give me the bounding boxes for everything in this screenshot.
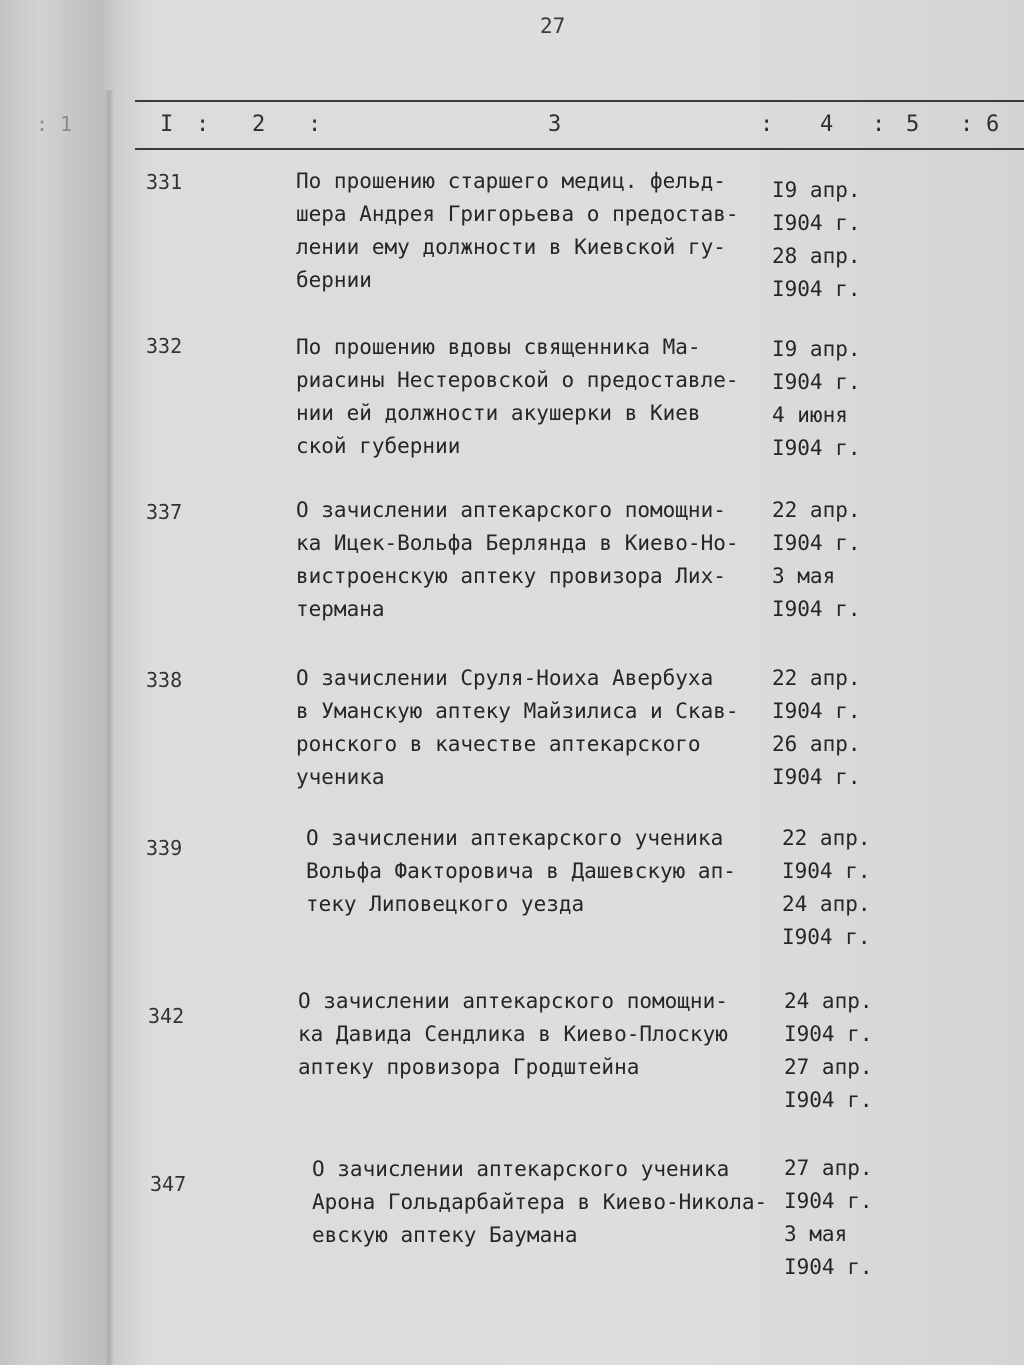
date-line: I904 г. (772, 211, 861, 235)
description-line: Вольфа Факторовича в Дашевскую ап- (306, 859, 736, 883)
date-line: I904 г. (772, 436, 861, 460)
book-gutter (104, 90, 114, 1365)
date-line: I904 г. (772, 277, 861, 301)
date-line: I9 апр. (772, 337, 861, 361)
entry-dates (772, 494, 882, 626)
entry-description (306, 822, 786, 921)
description-line: ронского в качестве аптекарского (296, 732, 701, 756)
date-line: I904 г. (772, 765, 861, 789)
date-line: 4 июня (772, 403, 848, 427)
entry-number: 339 (146, 836, 183, 860)
entry-dates (784, 985, 894, 1117)
column-separator: : (196, 112, 210, 137)
description-line: нии ей должности акушерки в Киев (296, 401, 701, 425)
column-separator: : (760, 112, 774, 137)
description-line: шера Андрея Григорьева о предостав- (296, 202, 739, 226)
date-line: I904 г. (772, 531, 861, 555)
description-line: ка Ицек-Вольфа Берлянда в Киево-Но- (296, 531, 739, 555)
entry-description (298, 985, 778, 1084)
description-line: ка Давида Сендлика в Киево-Плоскую (298, 1022, 728, 1046)
description-line: Арона Гольдарбайтера в Киево-Никола- (312, 1190, 768, 1214)
column-separator: : (308, 112, 322, 137)
description-line: риасины Нестеровской о предоставле- (296, 368, 739, 392)
description-line: термана (296, 597, 385, 621)
description-line: аптеку провизора Гродштейна (298, 1055, 640, 1079)
description-line: лении ему должности в Киевской гу- (296, 235, 726, 259)
date-line: 22 апр. (772, 498, 861, 522)
date-line: 26 апр. (772, 732, 861, 756)
header-rule-bottom (135, 148, 1024, 150)
description-line: евскую аптеку Баумана (312, 1223, 578, 1247)
description-line: О зачислении аптекарского ученика (306, 826, 724, 850)
description-line: О зачислении аптекарского ученика (312, 1157, 730, 1181)
description-line: вистроенскую аптеку провизора Лих- (296, 564, 726, 588)
date-line: I9 апр. (772, 178, 861, 202)
description-line: теку Липовецкого уезда (306, 892, 585, 916)
description-line: По прошению старшего медиц. фельд- (296, 169, 726, 193)
column-separator: : (960, 112, 974, 137)
entry-dates (772, 662, 882, 794)
date-line: 27 апр. (784, 1055, 873, 1079)
column-header-6: 6 (986, 112, 1000, 137)
date-line: I904 г. (772, 699, 861, 723)
date-line: I904 г. (784, 1189, 873, 1213)
date-line: I904 г. (784, 1022, 873, 1046)
description-line: в Уманскую аптеку Майзилиса и Скав- (296, 699, 739, 723)
entry-dates (772, 333, 882, 465)
entry-number: 332 (146, 334, 183, 358)
description-line: О зачислении аптекарского помощни- (298, 989, 728, 1013)
column-separator: : (872, 112, 886, 137)
description-line: По прошению вдовы священника Ма- (296, 335, 701, 359)
entry-description (296, 165, 776, 297)
date-line: I904 г. (772, 370, 861, 394)
column-header-5: 5 (906, 112, 920, 137)
entry-description (296, 494, 776, 626)
column-header-4: 4 (820, 112, 834, 137)
date-line: I904 г. (784, 1088, 873, 1112)
entry-dates (772, 174, 882, 306)
column-header-2: 2 (252, 112, 266, 137)
entry-number: 338 (146, 668, 183, 692)
date-line: 22 апр. (782, 826, 871, 850)
entry-description (312, 1153, 792, 1252)
left-edge-marks: : 1 (36, 112, 73, 136)
date-line: I904 г. (782, 925, 871, 949)
header-rule-top (135, 100, 1024, 102)
entry-description (296, 331, 776, 463)
entry-number: 342 (148, 1004, 185, 1028)
date-line: I904 г. (782, 859, 871, 883)
date-line: 27 апр. (784, 1156, 873, 1180)
entry-dates (782, 822, 892, 954)
entry-dates (784, 1152, 894, 1284)
date-line: 24 апр. (782, 892, 871, 916)
description-line: О зачислении Сруля-Ноиха Авербуха (296, 666, 714, 690)
date-line: 28 апр. (772, 244, 861, 268)
page-number: 27 (540, 14, 566, 38)
entry-number: 347 (150, 1172, 187, 1196)
description-line: ской губернии (296, 434, 461, 458)
entry-description (296, 662, 776, 794)
entry-number: 331 (146, 170, 183, 194)
date-line: 24 апр. (784, 989, 873, 1013)
column-header-3: 3 (548, 112, 562, 137)
description-line: ученика (296, 765, 385, 789)
column-header-1: I (160, 112, 174, 137)
date-line: 3 мая (784, 1222, 848, 1246)
entry-number: 337 (146, 500, 183, 524)
description-line: О зачислении аптекарского помощни- (296, 498, 726, 522)
date-line: I904 г. (772, 597, 861, 621)
date-line: 22 апр. (772, 666, 861, 690)
date-line: I904 г. (784, 1255, 873, 1279)
date-line: 3 мая (772, 564, 836, 588)
description-line: бернии (296, 268, 372, 292)
